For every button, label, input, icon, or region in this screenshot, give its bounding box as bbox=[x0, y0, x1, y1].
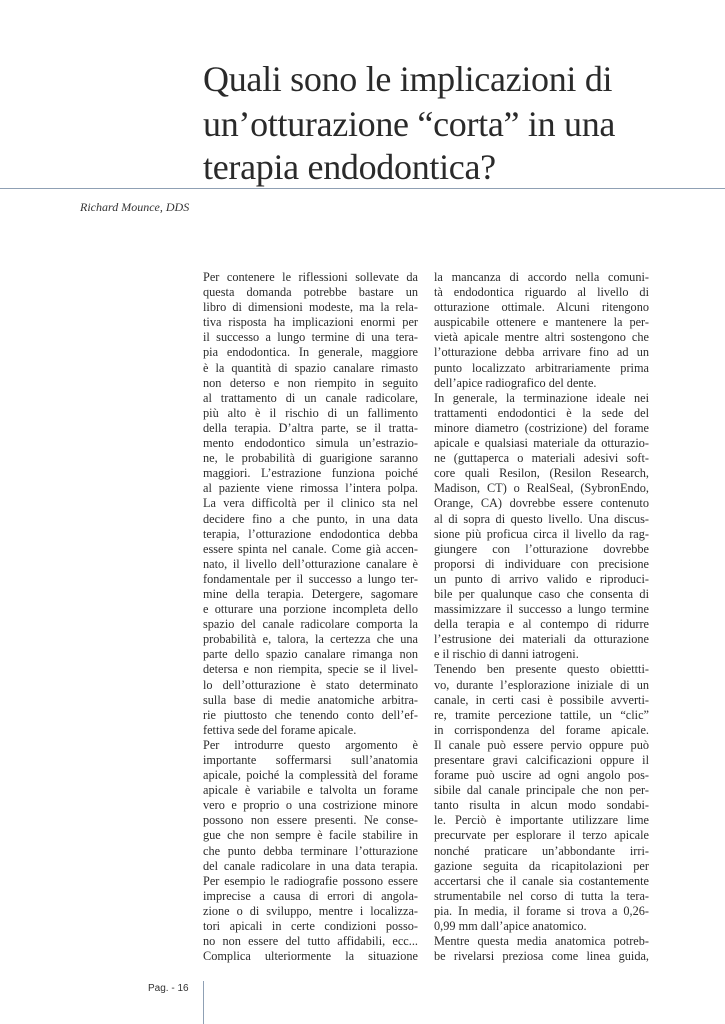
text-line: importante soffermarsi sull’anatomia bbox=[203, 753, 418, 767]
text-line: che punto debba terminare l’otturazione bbox=[203, 843, 418, 858]
text-line: ne, le probabilità di guarigione saranno bbox=[203, 451, 418, 466]
text-line: apicale, poiché la complessità del forame bbox=[203, 768, 418, 783]
text-line: Per contenere le riflessioni sollevate da bbox=[203, 270, 418, 284]
text-line: mine della terapia. Detergere, sagomare bbox=[203, 586, 418, 601]
text-line: presentare gravi calcificazioni oppure il bbox=[434, 753, 649, 767]
text-line: rie piuttosto che tenendo conto dell’ef- bbox=[203, 707, 418, 722]
text-line: al paziente viene rimossa l’intera polpa. bbox=[203, 481, 418, 496]
author-byline: Richard Mounce, DDS bbox=[80, 200, 190, 214]
text-line: probabilità e, talora, la certezza che una bbox=[203, 632, 418, 647]
text-line: terapia, l’otturazione endodontica debba bbox=[203, 526, 418, 541]
text-line: pia endodontica. In generale, maggiore bbox=[203, 345, 418, 360]
text-line: un punto di arrivo valido e riproduci- bbox=[434, 571, 649, 586]
text-line: sulla base di medie anatomiche arbitra- bbox=[203, 692, 418, 707]
text-line: Mentre questa media anatomica potreb- bbox=[434, 934, 649, 949]
text-line: del canale radicolare in una data terapia. bbox=[203, 858, 418, 873]
text-line: parte dello spazio canalare rimanga non bbox=[203, 647, 418, 662]
text-line: punto localizzato arbitrariamente prima bbox=[434, 360, 649, 375]
text-line: l’estrusione dei materiali da otturazione bbox=[434, 632, 649, 647]
text-line: e otturare una porzione incompleta dello bbox=[203, 602, 418, 617]
text-line: nonché praticare un’abbondante irri- bbox=[434, 843, 649, 858]
text-line: decidere fino a che punto, in una data bbox=[203, 511, 418, 526]
text-line: lo dell’otturazione è stato determinato bbox=[203, 677, 418, 692]
text-line: vo, durante l’esplorazione iniziale di un bbox=[434, 677, 649, 692]
text-line: 0,99 mm dall’apice anatomico. bbox=[434, 919, 587, 934]
text-line: Il canale può essere pervio oppure può bbox=[434, 737, 649, 752]
text-line: la mancanza di accordo nella comuni- bbox=[434, 270, 649, 284]
text-column-left bbox=[203, 270, 418, 964]
text-line: be rivelarsi preziosa come linea guida, bbox=[434, 949, 649, 964]
article-title-line-1: Quali sono le implicazioni di bbox=[203, 59, 613, 99]
article-title-line-2: un’otturazione “corta” in una bbox=[203, 104, 616, 144]
text-line: no non essere del tutto affidabili, ecc... bbox=[203, 934, 418, 949]
text-line: al di sopra di questo livello. Una discus- bbox=[434, 511, 649, 526]
text-line: Complica ulteriormente la situazione bbox=[203, 949, 418, 964]
text-line: della terapia e al contempo di ridurre bbox=[434, 617, 649, 632]
text-line: dell’apice radiografico del dente. bbox=[434, 375, 597, 390]
text-line: trattamenti endodontici è la sede del bbox=[434, 405, 649, 420]
text-line: imprecise a causa di errori di angola- bbox=[203, 888, 418, 903]
text-line: tanto risulta in alcun modo sondabi- bbox=[434, 798, 649, 813]
text-line: fettiva sede del forame apicale. bbox=[203, 722, 357, 737]
text-column-right bbox=[434, 270, 649, 964]
text-line: vero e proprio o una costrizione minore bbox=[203, 798, 418, 813]
text-line: pia. In media, il forame si trova a 0,26- bbox=[434, 903, 649, 918]
text-line: libro di dimensioni modeste, ma la rela- bbox=[203, 300, 418, 315]
text-line: minore diametro (costrizione) del forame bbox=[434, 420, 649, 435]
text-line: e il rischio di danni iatrogeni. bbox=[434, 647, 579, 662]
page-number: Pag. - 16 bbox=[148, 983, 189, 994]
text-line: gue che non sempre è facile stabilire in bbox=[203, 828, 418, 843]
text-line: gazione seguita da ricapitolazioni per bbox=[434, 858, 649, 873]
text-line: giungere con l’otturazione dovrebbe bbox=[434, 541, 649, 556]
text-line: La vera difficoltà per il clinico sta nel bbox=[203, 496, 418, 511]
text-line: apicale e qualsiasi materiale da otturazio- bbox=[434, 436, 649, 451]
text-line: In generale, la terminazione ideale nei bbox=[434, 390, 649, 405]
text-line: Orange, CA) dovrebbe essere contenuto bbox=[434, 496, 649, 511]
text-line: fondamentale per il successo a lungo ter- bbox=[203, 571, 418, 586]
text-line: otturazione ottimale. Alcuni ritengono bbox=[434, 300, 649, 315]
text-line: in corrispondenza del forame apicale. bbox=[434, 722, 649, 737]
text-line: canale, in certi casi è possibile avverti- bbox=[434, 692, 649, 707]
text-line: sibile dal canale principale che non per- bbox=[434, 783, 649, 798]
footer-divider bbox=[203, 981, 204, 1024]
text-line: tori apicali in certe condizioni posso- bbox=[203, 919, 418, 934]
text-line: accertarsi che il canale sia costantemente bbox=[434, 873, 649, 888]
text-line: possono non essere presenti. Ne conse- bbox=[203, 813, 418, 828]
text-line: bile per qualunque caso che consenta di bbox=[434, 586, 649, 601]
text-line: detersa e non riempita, specie se il livel- bbox=[203, 662, 418, 677]
text-line: questa domanda potrebbe bastare un bbox=[203, 285, 418, 300]
text-line: auspicabile ottenere e mantenere la per- bbox=[434, 315, 649, 330]
text-line: precurvate per esplorare il terzo apicale bbox=[434, 828, 649, 843]
text-line: re, tramite percezione tattile, un “clic” bbox=[434, 707, 649, 722]
text-line: è la quantità di spazio canalare rimasto bbox=[203, 360, 418, 375]
text-line: non deterso e non riempito in seguito bbox=[203, 375, 418, 390]
text-line: zione o di sviluppo, mentre i localizza- bbox=[203, 903, 418, 918]
text-line: il successo a lungo termine di una tera- bbox=[203, 330, 418, 345]
text-line: tiva risposta ha implicazioni enormi per bbox=[203, 315, 418, 330]
text-line: Madison, CT) o RealSeal, (SybronEndo, bbox=[434, 481, 649, 496]
text-line: della terapia. D’altra parte, se il tratta- bbox=[203, 420, 418, 435]
text-line: apicale è variabile e talvolta un forame bbox=[203, 783, 418, 798]
text-line: proporsi di individuare con precisione bbox=[434, 556, 649, 571]
text-line: essere spinta nel canale. Come già accen- bbox=[203, 541, 418, 556]
text-line: forame può uscire ad ogni angolo pos- bbox=[434, 768, 649, 783]
text-line: Per introdurre questo argomento è bbox=[203, 737, 418, 752]
text-line: Tenendo ben presente questo obiettti- bbox=[434, 662, 649, 677]
text-line: spazio del canale radicolare comporta la bbox=[203, 617, 418, 632]
article-title-line-3: terapia endodontica? bbox=[203, 147, 496, 187]
text-line: Per esempio le radiografie possono essere bbox=[203, 873, 418, 888]
text-line: le. Perciò è importante utilizzare lime bbox=[434, 813, 649, 828]
text-line: ne (guttaperca o materiali adesivi soft- bbox=[434, 451, 649, 466]
text-line: massimizzare il successo a lungo termine bbox=[434, 602, 649, 617]
text-line: maggiori. L’estrazione funziona poiché bbox=[203, 466, 418, 481]
text-line: mento endodontico simula un’estrazio- bbox=[203, 436, 418, 451]
text-line: nato, il livello dell’otturazione canalare è bbox=[203, 556, 418, 571]
text-line: sione più proficua circa il livello da rag- bbox=[434, 526, 649, 541]
text-line: l’otturazione debba arrivare fino ad un bbox=[434, 345, 649, 360]
title-divider bbox=[0, 188, 725, 189]
text-line: tà endodontica riguardo al livello di bbox=[434, 285, 649, 300]
text-line: più alto è il rischio di un fallimento bbox=[203, 405, 418, 420]
text-line: strumentabile nel corso di tutta la tera- bbox=[434, 888, 649, 903]
text-line: al trattamento di un canale radicolare, bbox=[203, 390, 418, 405]
text-line: vietà apicale mentre altri sostengono che bbox=[434, 330, 649, 345]
text-line: core quali Resilon, (Resilon Research, bbox=[434, 466, 649, 481]
